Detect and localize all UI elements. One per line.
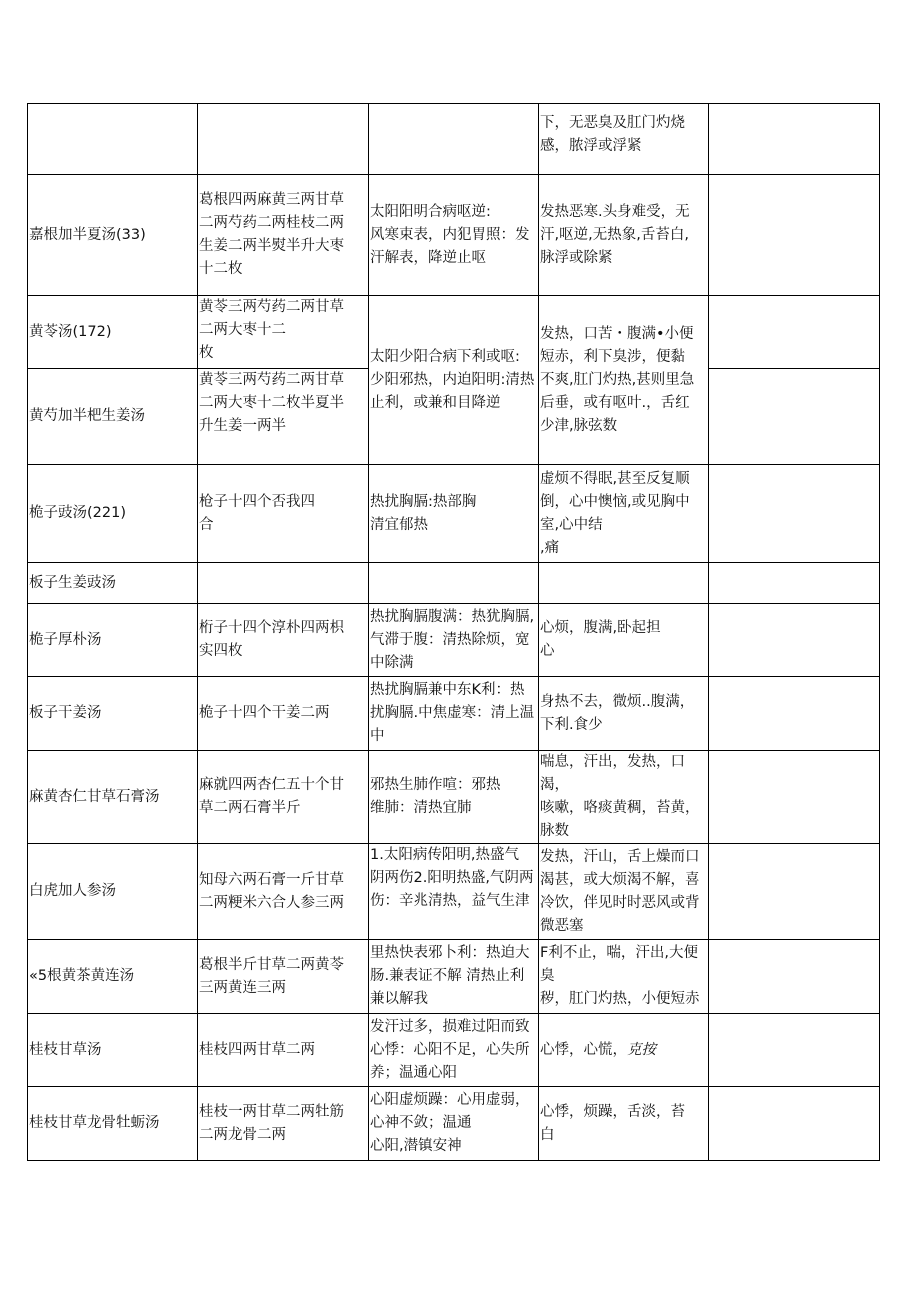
formula-name: «5根黄茶黄连汤 bbox=[29, 968, 135, 984]
formula-name-cell bbox=[28, 1014, 198, 1087]
composition: 葛根四两麻黄三两甘草 二两芍药二两桂枝二两 生姜二两半熨半升大枣 十二枚 bbox=[199, 192, 344, 277]
note-cell bbox=[709, 104, 880, 175]
symptoms: 喘息，汗出，发热，口渴， 咳嗽，咯痰黄稠，苔黄， 脉数 bbox=[540, 754, 700, 839]
symptoms: 心烦，腹满,卧起担 心 bbox=[540, 620, 661, 659]
formula-name: 黄苓汤(172) bbox=[29, 323, 112, 340]
pathogenesis-cell bbox=[369, 604, 539, 677]
pathogenesis-cell bbox=[369, 844, 539, 940]
formula-name-cell bbox=[28, 677, 198, 751]
symptoms: 发热，口苦・腹满•小便 短赤，利下臭涉，便黏 不爽,肛门灼热,甚则里急 后垂，或有呕叶.，舌红 少津,脉弦数 bbox=[540, 325, 695, 434]
formula-name: 桅子厚朴汤 bbox=[29, 631, 102, 648]
pathogenesis-cell bbox=[369, 175, 539, 296]
table-row bbox=[28, 677, 880, 751]
pathogenesis: 太阳阳明合病呕逆: 风寒束表，内犯胃照：发 汗解表，降逆止呕 bbox=[370, 203, 530, 266]
table-row bbox=[28, 104, 880, 175]
pathogenesis-cell bbox=[369, 1087, 539, 1161]
pathogenesis-cell bbox=[369, 296, 539, 465]
composition-cell bbox=[198, 104, 369, 175]
symptoms-cell bbox=[539, 677, 709, 751]
pathogenesis: 发汗过多，损难过阳而致 心悸：心阳不足，心失所 养；温通心阳 bbox=[370, 1018, 530, 1081]
composition: 知母六两石膏一斤甘草 二两粳米六合人参三两 bbox=[199, 871, 344, 911]
composition: 麻就四两杏仁五十个甘 草二两石膏半斤 bbox=[199, 777, 344, 816]
symptoms-cell bbox=[539, 844, 709, 940]
symptoms-cell bbox=[539, 604, 709, 677]
symptoms: 心悸，心慌， bbox=[540, 1041, 627, 1058]
composition-cell bbox=[198, 677, 369, 751]
symptoms-cell bbox=[539, 1087, 709, 1161]
symptoms-cell bbox=[539, 563, 709, 604]
note-cell bbox=[709, 296, 880, 369]
composition-cell bbox=[198, 751, 369, 844]
composition-cell bbox=[198, 1087, 369, 1161]
note-cell bbox=[709, 1087, 880, 1161]
composition-cell bbox=[198, 604, 369, 677]
pathogenesis: 太阳少阳合病下利或呕: 少阳邪热，内迫阳明:清热 止利，或兼和目降逆 bbox=[370, 348, 535, 411]
pathogenesis-cell bbox=[369, 104, 539, 175]
composition: 黄苓三两芍药二两甘草 二两大枣十二枚半夏半 升生姜一两半 bbox=[199, 372, 344, 434]
formula-name-cell bbox=[28, 1087, 198, 1161]
table-row bbox=[28, 465, 880, 563]
formula-name-cell bbox=[28, 604, 198, 677]
formula-name-cell bbox=[28, 175, 198, 296]
formula-table bbox=[27, 103, 880, 1161]
note-cell bbox=[709, 465, 880, 563]
pathogenesis-cell bbox=[369, 563, 539, 604]
pathogenesis: 热扰胸膈腹满：热犹胸膈, 气滞于腹：清热除烦，宽 中除满 bbox=[370, 608, 535, 671]
note-cell bbox=[709, 1014, 880, 1087]
table-row bbox=[28, 296, 880, 369]
composition: 黄苓三两芍药二两甘草 二两大枣十二 枚 bbox=[199, 299, 344, 361]
composition: 桂枝四两甘草二两 bbox=[199, 1041, 315, 1058]
formula-name: 桂枝甘草汤 bbox=[29, 1041, 102, 1058]
symptoms: F利不止，喘，汗出,大便臭 秽，肛门灼热，小便短赤 bbox=[540, 945, 700, 1007]
pathogenesis-cell bbox=[369, 751, 539, 844]
composition: 葛根半斤甘草二两黄苓 三两黄连三两 bbox=[199, 956, 344, 996]
symptoms: 发热恶寒.头身难受，无 汗,呕逆,无热象,舌苔白, 脉浮或除紧 bbox=[540, 203, 690, 266]
formula-name-cell bbox=[28, 844, 198, 940]
formula-name-cell bbox=[28, 563, 198, 604]
formula-name: 桅子豉汤(221) bbox=[29, 505, 126, 521]
note-cell bbox=[709, 844, 880, 940]
symptoms-cell bbox=[539, 296, 709, 465]
table-row bbox=[28, 751, 880, 844]
symptoms-cell bbox=[539, 1014, 709, 1087]
composition-cell bbox=[198, 175, 369, 296]
table-row bbox=[28, 844, 880, 940]
composition-cell bbox=[198, 844, 369, 940]
note-cell bbox=[709, 677, 880, 751]
composition-cell bbox=[198, 465, 369, 563]
note-cell bbox=[709, 369, 880, 465]
composition-cell bbox=[198, 563, 369, 604]
composition-cell bbox=[198, 940, 369, 1014]
pathogenesis-cell bbox=[369, 1014, 539, 1087]
symptoms-cell bbox=[539, 940, 709, 1014]
symptoms-italic: 克按 bbox=[627, 1041, 656, 1058]
pathogenesis: 里热快表邪卜利：热迫大 肠.兼表证不解 清热止利 兼以解我 bbox=[370, 945, 530, 1007]
note-cell bbox=[709, 563, 880, 604]
note-cell bbox=[709, 604, 880, 677]
pathogenesis: 热扰胸膈兼中东K利：热 扰胸膈.中焦虚寒：清上温 中 bbox=[370, 682, 535, 744]
pathogenesis-cell bbox=[369, 465, 539, 563]
symptoms-cell bbox=[539, 175, 709, 296]
composition: 桅子十四个干姜二两 bbox=[199, 705, 330, 721]
formula-name-cell bbox=[28, 751, 198, 844]
note-cell bbox=[709, 751, 880, 844]
symptoms-cell bbox=[539, 465, 709, 563]
composition: 枪子十四个否我四 合 bbox=[199, 493, 315, 533]
symptoms: 虚烦不得眠,甚至反复顺 倒，心中懊恼,或见胸中 室,心中结 ,痛 bbox=[540, 470, 690, 556]
pathogenesis: 热扰胸膈:热部胸 清宜郁热 bbox=[370, 493, 477, 533]
composition-cell bbox=[198, 1014, 369, 1087]
table-row bbox=[28, 1087, 880, 1161]
table-row bbox=[28, 175, 880, 296]
formula-name: 白虎加人参汤 bbox=[29, 883, 116, 899]
pathogenesis-cell bbox=[369, 940, 539, 1014]
symptoms: 发热，汗山，舌上燥而口 渴甚，或大烦渴不解，喜 冷饮，伴见时时恶风或背 微恶塞 bbox=[540, 848, 700, 934]
table-row bbox=[28, 1014, 880, 1087]
composition-cell bbox=[198, 296, 369, 369]
symptoms: 下，无恶臭及肛门灼烧 感，脓浮或浮紧 bbox=[540, 115, 685, 154]
composition-cell bbox=[198, 369, 369, 465]
formula-name: 嘉根加半夏汤(33) bbox=[29, 226, 146, 243]
pathogenesis: 心阳虚烦躁：心用虚弱， 心神不敛；温通 心阳,潜镇安神 bbox=[370, 1092, 530, 1154]
formula-name: 板子干姜汤 bbox=[29, 705, 102, 721]
pathogenesis: 1.太阳病传阳明,热盛气 阴两伤2.阳明热盛,气阴两 伤：辛兆清热，益气生津 bbox=[370, 847, 534, 909]
formula-name-cell bbox=[28, 465, 198, 563]
formula-name: 黄芍加半杷生姜汤 bbox=[29, 408, 145, 424]
symptoms-cell bbox=[539, 751, 709, 844]
symptoms: 身热不去，微烦..腹满， 下利.食少 bbox=[540, 693, 695, 733]
symptoms-cell bbox=[539, 104, 709, 175]
composition: 桁子十四个淳朴四两枳 实四枚 bbox=[199, 620, 344, 659]
pathogenesis: 邪热生肺作喧：邪热 维肺：清热宜肺 bbox=[370, 777, 501, 816]
note-cell bbox=[709, 175, 880, 296]
composition: 桂枝一两甘草二两牡筋 二两龙骨二两 bbox=[199, 1103, 344, 1143]
formula-name: 麻黄杏仁甘草石膏汤 bbox=[29, 788, 160, 805]
table-row bbox=[28, 604, 880, 677]
formula-name-cell bbox=[28, 104, 198, 175]
formula-name: 板子生姜豉汤 bbox=[29, 574, 116, 591]
formula-name: 桂枝甘草龙骨牡蛎汤 bbox=[29, 1115, 160, 1131]
symptoms: 心悸，烦躁，舌淡，苔 白 bbox=[540, 1103, 685, 1143]
table-row bbox=[28, 940, 880, 1014]
note-cell bbox=[709, 940, 880, 1014]
formula-name-cell bbox=[28, 369, 198, 465]
table-row bbox=[28, 563, 880, 604]
formula-name-cell bbox=[28, 940, 198, 1014]
pathogenesis-cell bbox=[369, 677, 539, 751]
formula-name-cell bbox=[28, 296, 198, 369]
